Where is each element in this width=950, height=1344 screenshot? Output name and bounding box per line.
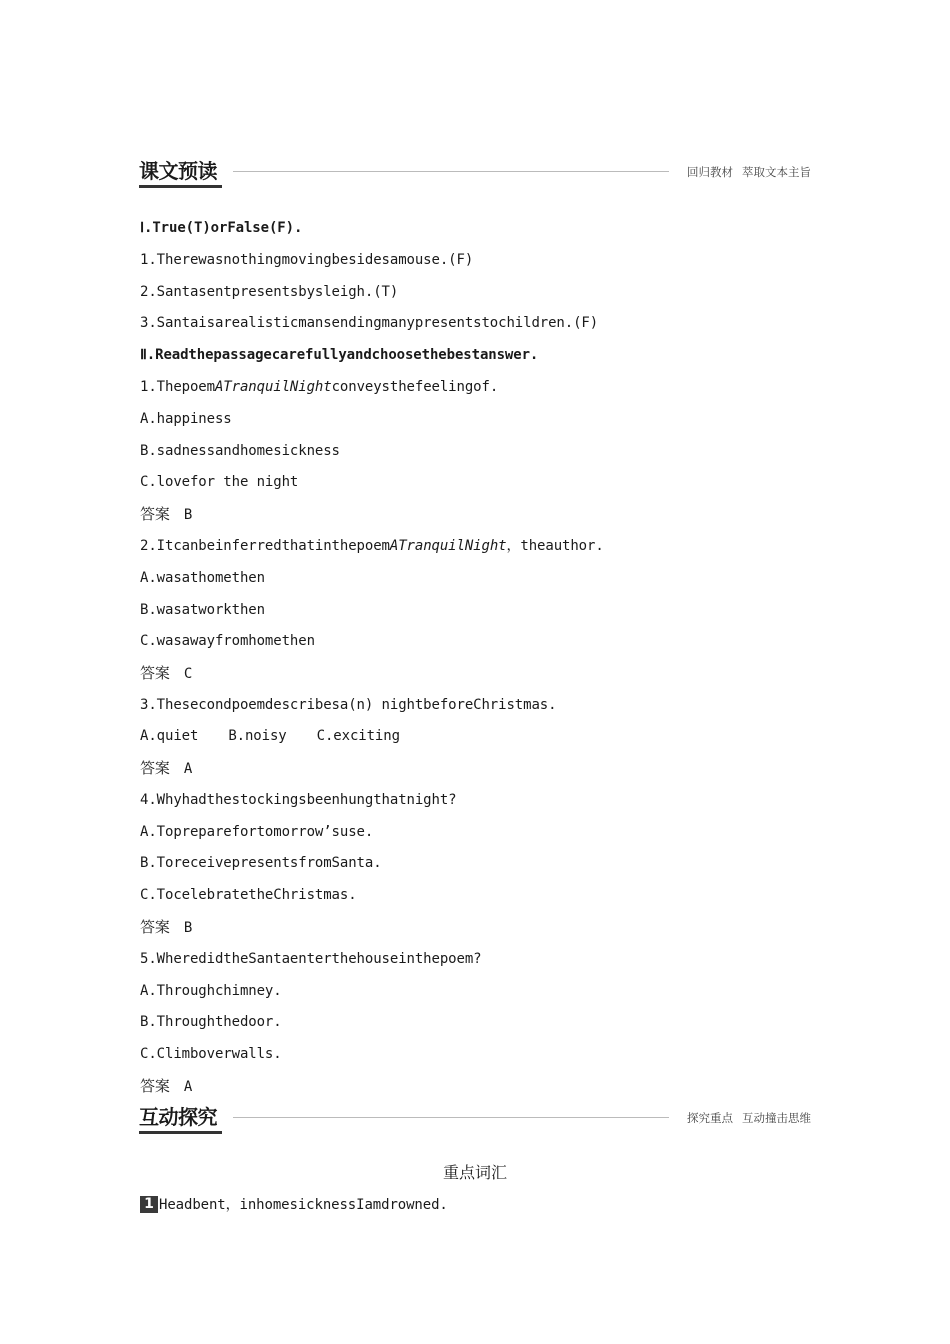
section-divider <box>233 1117 669 1118</box>
question-1: 1.ThepoemATranquilNightconveysthefeelingof. <box>140 379 499 395</box>
answer-5: 答案 A <box>140 1077 193 1095</box>
vocab-sentence: Headbent，inhomesicknessIamdrowned. <box>159 1197 448 1213</box>
option: A.happiness <box>140 411 232 427</box>
answer-4: 答案 B <box>140 918 193 936</box>
option: C.lovefor the night <box>140 474 299 490</box>
option: C.TocelebratetheChristmas. <box>140 887 357 903</box>
answer-3: 答案 A <box>140 759 193 777</box>
item-number-badge: 1 <box>140 1196 158 1213</box>
section-divider <box>233 171 669 172</box>
option: B.Throughthedoor. <box>140 1014 282 1030</box>
answer-2: 答案 C <box>140 664 193 682</box>
part1-heading: Ⅰ.True(T)orFalse(F). <box>140 220 303 236</box>
part1-item: 3.Santaisarealisticmansendingmanypresentstochildren.(F) <box>140 315 599 331</box>
option: C.Climboverwalls. <box>140 1046 282 1062</box>
question-4: 4.Whyhadthestockingsbeenhungthatnight? <box>140 792 457 808</box>
question-2: 2.ItcanbeinferredthatinthepoemATranquilNight，theauthor. <box>140 538 604 554</box>
section-title-underline <box>139 185 222 188</box>
option: B.ToreceivepresentsfromSanta. <box>140 855 382 871</box>
section-title: 课文预读 <box>139 159 217 183</box>
poem-title: ATranquilNight <box>214 379 332 395</box>
option: C.wasawayfromhomethen <box>140 633 315 649</box>
section-header-explore <box>139 1104 811 1138</box>
question-5: 5.WheredidtheSantaenterthehouseinthepoem? <box>140 951 482 967</box>
option: A.Topreparefortomorrow’suse. <box>140 824 374 840</box>
section-tag: 回归教材 萃取文本主旨 <box>687 165 811 179</box>
vocab-title: 重点词汇 <box>442 1163 507 1182</box>
part1-item: 1.Therewasnothingmovingbesidesamouse.(F) <box>140 252 474 268</box>
option: B.sadnessandhomesickness <box>140 443 340 459</box>
question-3: 3.Thesecondpoemdescribesa(n) nightbeforeChristmas. <box>140 697 557 713</box>
options-row: A.quiet B.noisy C.exciting <box>140 728 400 744</box>
section-title-underline <box>139 1131 222 1134</box>
part1-item: 2.Santasentpresentsbysleigh.(T) <box>140 284 399 300</box>
section-header-preview <box>139 158 811 192</box>
poem-title: ATranquilNight <box>389 538 507 554</box>
option: A.Throughchimney. <box>140 983 282 999</box>
vocab-item-1 <box>140 1196 448 1214</box>
section-title: 互动探究 <box>139 1105 217 1129</box>
option: B.wasatworkthen <box>140 602 265 618</box>
section-tag: 探究重点 互动撞击思维 <box>687 1111 811 1125</box>
part2-heading: Ⅱ.Readthepassagecarefullyandchoosethebestanswer. <box>140 347 539 363</box>
option: A.wasathomethen <box>140 570 265 586</box>
answer-1: 答案 B <box>140 505 193 523</box>
